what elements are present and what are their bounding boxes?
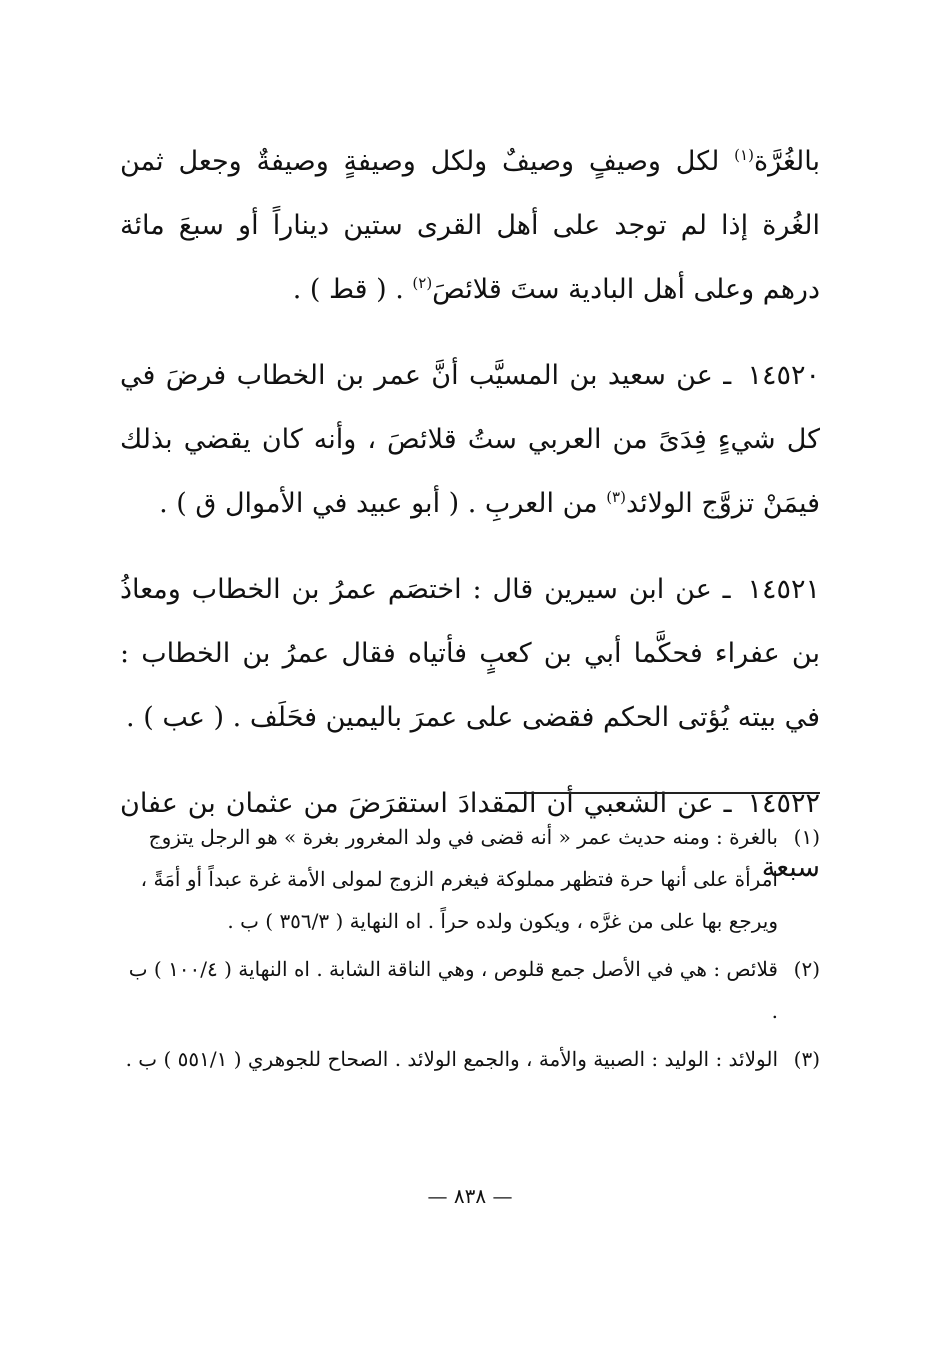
hadith-entry bbox=[120, 558, 820, 750]
continuation-text-2: لكل وصيفٍ وصيفٌ ولكل وصيفةٍ وصيفةٌ وجعل ثمن الغُرة إذا لم توجد على أهل القرى ستين ديناراً أو سبعَ مائة درهم وعلى أهل البادية ستَ قلائصَ bbox=[120, 146, 820, 305]
hadith-entry bbox=[120, 344, 820, 536]
continuation-text: بالغُرَّة bbox=[753, 146, 820, 177]
footnote-item bbox=[120, 948, 820, 1032]
footnote-ref-2: (٢) bbox=[412, 274, 433, 292]
footnote-item bbox=[120, 816, 820, 942]
footnote-mark: (١) bbox=[793, 825, 820, 849]
footnote-mark: (٣) bbox=[793, 1047, 820, 1071]
hadith-text: ـ عن ابن سيرين قال : اختصَم عمرُ بن الخطاب ومعاذُ بن عفراء فحكَّما أبي بن كعبٍ فأتياه فقال عمرُ بن الخطاب : في بيته يُؤتى الحكم فقضى على عمرَ باليمين فحَلَف . ( عب ) . bbox=[120, 574, 820, 733]
footnote-divider bbox=[505, 792, 820, 794]
hadith-text-end: من العربِ . ( أبو عبيد في الأموال ق ) . bbox=[159, 488, 607, 519]
main-text bbox=[120, 130, 820, 922]
footnote-mark: (٢) bbox=[793, 957, 820, 981]
footnote-text: قلائص : هي في الأصل جمع قلوص ، وهي الناقة الشابة . اه النهاية ( ١٠٠/٤ ) ب . bbox=[128, 957, 778, 1023]
footnotes bbox=[120, 816, 820, 1086]
footnote-ref-3: (٣) bbox=[606, 488, 626, 506]
continuation-paragraph bbox=[120, 130, 820, 322]
footnote-item bbox=[120, 1038, 820, 1080]
hadith-text: ـ عن سعيد بن المسيَّب أنَّ عمر بن الخطاب فرضَ في كل شيءٍ فِدَىً من العربي ستُ قلائصَ ، وأنه كان يقضي بذلك فيمَنْ تزوَّج الولائد bbox=[120, 360, 820, 519]
hadith-number: ١٤٥٢٢ bbox=[747, 788, 820, 819]
footnote-ref-1: (١) bbox=[734, 146, 754, 164]
hadith-number: ١٤٥٢١ bbox=[747, 574, 820, 605]
continuation-source: . ( قط ) . bbox=[292, 274, 413, 305]
page-number: — ٨٣٨ — bbox=[427, 1184, 513, 1208]
hadith-number: ١٤٥٢٠ bbox=[747, 360, 820, 391]
hadith-text: ـ عن الشعبي أن المقدادَ استقرَضَ من عثمان بن عفان سبعة bbox=[120, 788, 820, 883]
footnote-text: بالغرة : ومنه حديث عمر « أنه قضى في ولد المغرور بغرة » هو الرجل يتزوج امرأة على أنها حرة فتظهر مملوكة فيغرم الزوج لمولى الأمة غرة عبداً أو أمَةً ، ويرجع بها على من غرَّه ، ويكون ولده حراً . اه النهاية ( ٣٥٦/٣ ) ب . bbox=[140, 825, 778, 933]
footnote-text: الولائد : الوليد : الصبية والأمة ، والجمع الولائد . الصحاح للجوهري ( ٥٥١/١ ) ب . bbox=[125, 1047, 778, 1071]
